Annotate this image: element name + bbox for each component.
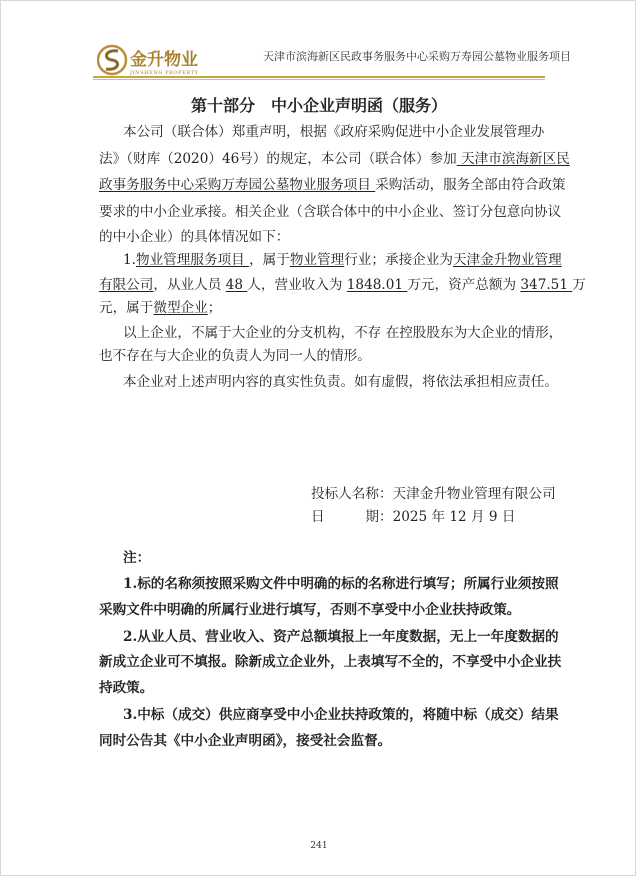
body-line [99, 276, 586, 294]
filled-field: 政事务服务中心采购万寿园公墓物业服务项目 [99, 177, 376, 193]
note-line [99, 575, 559, 593]
text-segment: 采购文件中明确的所属行业进行填写，否则不享受中小企业扶持政策。 [99, 602, 521, 618]
text-segment: 万 [572, 277, 586, 293]
declaration-date [311, 505, 516, 525]
text-segment: 本公司（联合体）郑重声明，根据《政府采购促进中小企业发展管理办 [123, 124, 545, 140]
date-value: 2025 年 12 月 9 日 [392, 509, 516, 525]
svg-text:金升物业: 金升物业 [130, 50, 198, 70]
body-line [99, 203, 562, 221]
filled-field: 347.51 [520, 277, 573, 293]
company-logo [97, 43, 207, 77]
bidder-value: 天津金升物业管理有限公司 [392, 486, 556, 502]
text-segment: 行业；承接企业为 [344, 252, 453, 268]
note-line [99, 679, 542, 697]
note-line [99, 732, 542, 750]
text-segment: 持政策。 [99, 680, 154, 696]
filled-field: 天津金升物业管理 [452, 252, 562, 268]
bidder-label: 投标人名称： [311, 486, 393, 502]
note-line [99, 653, 562, 671]
text-segment: 元，属于 [99, 300, 154, 316]
text-segment: 1. [123, 252, 136, 268]
note-line [99, 706, 559, 724]
text-segment: 的中小企业）的具体情况如下： [99, 229, 290, 245]
body-line [99, 150, 570, 168]
page-number: 241 [310, 841, 328, 851]
text-segment: ； [207, 300, 222, 316]
text-segment: ，从业人员 [153, 277, 226, 293]
svg-text:JINSHENG PROPERTY: JINSHENG PROPERTY [130, 70, 199, 76]
filled-field: 物业管理 [289, 252, 345, 268]
body-line [99, 176, 566, 194]
text-segment: 本企业对上述声明内容的真实性负责。如有虚假，将依法承担相应责任。 [123, 374, 558, 390]
filled-field: 48 [225, 277, 248, 293]
note-line [99, 549, 542, 567]
text-segment: 注： [123, 550, 151, 566]
text-segment: 法》（财库（2020）46号）的规定，本公司（联合体）参加 [99, 151, 457, 167]
filled-field: 微型企业 [153, 300, 208, 316]
text-segment: 采购活动，服务全部由符合政策 [375, 177, 566, 193]
body-line [99, 347, 542, 365]
text-segment: ，属于 [249, 252, 290, 268]
text-segment: 3.中标（成交）供应商享受中小企业扶持政策的，将随中标（成交）结果 [123, 707, 559, 723]
text-segment: 人，营业收入为 [247, 277, 347, 293]
body-line [99, 123, 545, 141]
text-segment: 1.标的名称须按照采购文件中明确的标的名称进行填写；所属行业须按照 [123, 576, 559, 592]
header-project-title: 天津市滨海新区民政事务服务中心采购万寿园公墓物业服务项目 [263, 50, 571, 63]
bidder-name [311, 482, 556, 502]
body-line [99, 228, 542, 246]
body-line [99, 373, 558, 391]
text-segment: 也不存在与大企业的负责人为同一人的情形。 [99, 348, 371, 364]
page-title: 第十部分 中小企业声明函（服务） [190, 96, 447, 115]
filled-field: 1848.01 [346, 277, 408, 293]
date-label: 日 期： [311, 509, 393, 525]
note-line [99, 601, 542, 619]
text-segment: 要求的中小企业承接。相关企业（含联合体中的中小企业、签订分包意向协议 [99, 204, 562, 220]
text-segment: 2.从业人员、营业收入、资产总额填报上一年度数据，无上一年度数据的 [123, 629, 559, 645]
note-line [99, 628, 559, 646]
text-segment: 同时公告其《中小企业声明函》，接受社会监督。 [99, 733, 392, 749]
text-segment: 万元，资产总额为 [407, 277, 521, 293]
body-line [99, 324, 563, 342]
header-rule [93, 76, 545, 78]
text-segment: 以上企业，不属于大企业的分支机构，不存 在控股股东为大企业的情形， [123, 325, 563, 341]
filled-field: 天津市滨海新区民 [456, 151, 570, 167]
filled-field: 有限公司 [99, 277, 154, 293]
filled-field: 物业管理服务项目 [135, 252, 250, 268]
header-rule-thin [93, 79, 545, 80]
body-line [99, 251, 562, 269]
body-line [99, 299, 542, 317]
text-segment: 新成立企业可不填报。除新成立企业外，上表填写不全的，不享受中小企业扶 [99, 654, 562, 670]
